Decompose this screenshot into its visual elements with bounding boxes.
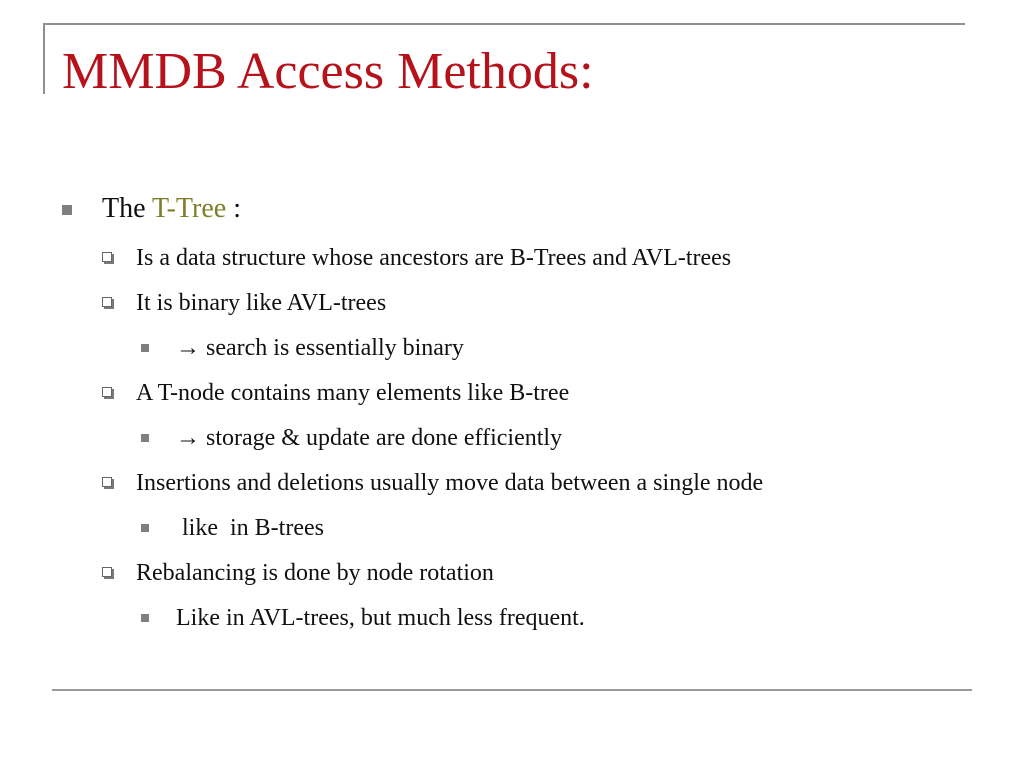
square-bullet-icon [141, 614, 149, 622]
bullet-suffix: : [226, 193, 241, 224]
detail-bullet-text: → search is essentially binary [176, 335, 464, 361]
hollow-square-bullet-icon [102, 297, 112, 307]
square-bullet-icon [62, 205, 72, 215]
sub-bullet-text: It is binary like AVL-trees [136, 290, 387, 316]
title-frame-top-line [43, 23, 965, 25]
square-bullet-icon [141, 344, 149, 352]
square-bullet-icon [141, 524, 149, 532]
title-frame-left-line [43, 23, 45, 94]
arrow-right-icon: → [176, 425, 200, 451]
bullet-text [102, 192, 241, 226]
footer-divider-line [52, 689, 972, 691]
t-tree-term: T-Tree [152, 193, 227, 224]
sub-bullet-text: Rebalancing is done by node rotation [136, 560, 494, 586]
sub-bullet-text: Insertions and deletions usually move data between a single node [136, 470, 764, 496]
bullet-prefix: The [102, 193, 153, 224]
hollow-square-bullet-icon [102, 387, 112, 397]
hollow-square-bullet-icon [102, 567, 112, 577]
sub-bullet-text: Is a data structure whose ancestors are B-Trees and AVL-trees [136, 245, 732, 271]
arrow-right-icon: → [176, 335, 200, 361]
slide-title: MMDB Access Methods: [62, 43, 594, 100]
hollow-square-bullet-icon [102, 477, 112, 487]
detail-bullet-text: like in B-trees [176, 515, 324, 541]
detail-bullet-text: → storage & update are done efficiently [176, 425, 563, 451]
square-bullet-icon [141, 434, 149, 442]
sub-bullet-text: A T-node contains many elements like B-tree [136, 380, 570, 406]
hollow-square-bullet-icon [102, 252, 112, 262]
detail-bullet-text: Like in AVL-trees, but much less frequent. [176, 605, 585, 631]
